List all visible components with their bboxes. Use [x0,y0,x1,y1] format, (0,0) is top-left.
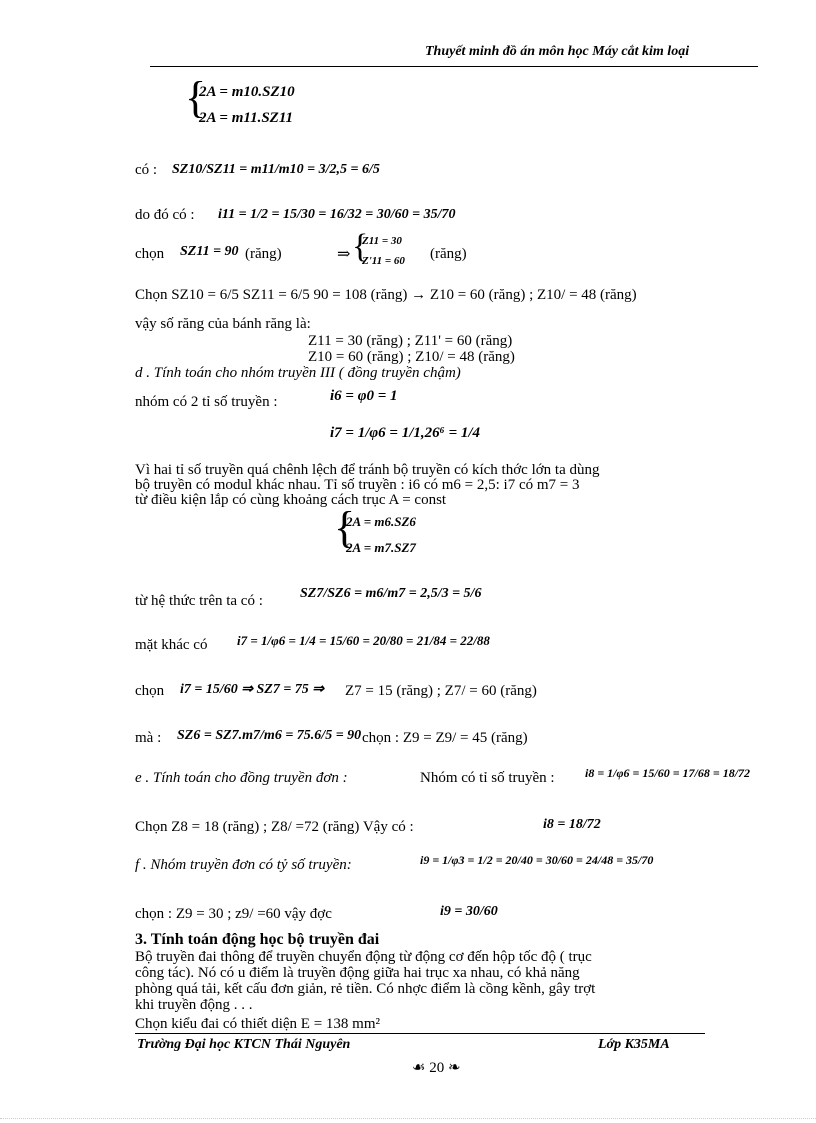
paragraph-1-line: từ điều kiện lắp có cùng khoảng cách trục A = const [135,492,447,508]
paragraph-2-line: khi truyền động . . . [135,997,253,1013]
paragraph-1-line: bộ truyền có modul khác nhau. Tỉ số truyền : i6 có m6 = 2,5: i7 có m7 = 3 [135,477,580,493]
section-e-title: e . Tính toán cho đồng truyền đơn : [135,770,348,786]
section-d-title: d . Tính toán cho nhóm truyền III ( đồng truyền chậm) [135,365,461,381]
line-tu-prefix: từ hệ thức trên ta có : [135,593,263,609]
line-chon1-expr: SZ11 = 90 [180,244,239,259]
paragraph-2-line: Bộ truyền đai thông để truyền chuyển động từ động cơ đến hộp tốc độ ( trục [135,949,592,965]
line-do-prefix: do đó có : [135,207,195,223]
line-chon4-expr: i8 = 18/72 [543,817,601,832]
line-ma-expr: SZ6 = SZ7.m7/m6 = 75.6/5 = 90 [177,728,362,743]
line-nhom-prefix: nhóm có 2 tỉ số truyền : [135,394,278,410]
paragraph-1-line: Vì hai tỉ số truyền quá chênh lệch để tránh bộ truyền có kích thớc lớn ta dùng [135,462,600,478]
line-mat-prefix: mặt khác có [135,637,208,653]
line-co-prefix: có : [135,162,158,178]
section-e-expr: i8 = 1/φ6 = 15/60 = 17/68 = 18/72 [585,766,751,780]
line-tu-expr: SZ7/SZ6 = m6/m7 = 2,5/3 = 5/6 [300,586,482,601]
page-number-block [412,1058,461,1077]
paragraph-2 [135,949,595,1013]
line-chon3-rest: Z7 = 15 (răng) ; Z7/ = 60 (răng) [345,683,537,699]
bottom-dotted-rule [0,1118,816,1119]
brace-symbol: { [185,73,207,122]
system1-eq2: 2A = m11.SZ11 [199,110,293,126]
paragraph-1 [135,463,600,508]
line-nhom-expr: i6 = φ0 = 1 [330,388,398,404]
line-ma-prefix: mà : [135,730,162,746]
section-f-expr: i9 = 1/φ3 = 1/2 = 20/40 = 30/60 = 24/48 = 35/70 [420,853,654,867]
system2-eq2: 2A = m7.SZ7 [346,540,416,555]
footer-rule [135,1033,705,1034]
line-do-expr: i11 = 1/2 = 15/30 = 16/32 = 30/60 = 35/70 [218,207,456,222]
paragraph-2-line: phòng quá tải, kết cấu đơn giản, rẻ tiền. Có nhợc điểm là cồng kềnh, gây trợt [135,981,596,997]
line-ma-rest: chọn : Z9 = Z9/ = 45 (răng) [362,730,528,746]
z11-value: Z11 = 30 [362,235,402,247]
line-i7: i7 = 1/φ6 = 1/1,26⁶ = 1/4 [330,425,481,441]
section-e-text: Nhóm có tỉ số truyền : [420,770,555,786]
brace-symbol-2: { [352,228,369,265]
page-ornament-left: ☙ [412,1060,426,1076]
line-chon4-text: Chọn Z8 = 18 (răng) ; Z8/ =72 (răng) Vậy có : [135,819,414,835]
footer-right: Lớp K35MA [598,1037,670,1052]
line-z2: Z10 = 60 (răng) ; Z10/ = 48 (răng) [308,349,515,365]
system1-eq1: 2A = m10.SZ10 [199,84,295,100]
header-title: Thuyết minh đồ án môn học Máy cắt kim loại [425,44,690,59]
line-chon2: Chọn SZ10 = 6/5 SZ11 = 6/5 90 = 108 (răng) → Z10 = 60 (răng) ; Z10/ = 48 (răng) [135,287,637,303]
line-chon5-text: chọn : Z9 = 30 ; z9/ =60 vậy đợc [135,906,332,922]
line-co-expr: SZ10/SZ11 = m11/m10 = 3/2,5 = 6/5 [172,162,380,177]
line-chon5-expr: i9 = 30/60 [440,904,498,919]
line-chon3-prefix: chọn [135,683,165,699]
z11p-value: Z'11 = 60 [362,255,405,267]
brace-symbol: { [334,503,356,552]
line-chon1-unit2: (răng) [430,246,467,262]
line-chon1-prefix: chọn [135,246,165,262]
line-z1: Z11 = 30 (răng) ; Z11' = 60 (răng) [308,333,513,349]
section-f-title: f . Nhóm truyền đơn có tỷ số truyền: [135,857,352,873]
header-rule [150,66,758,67]
page-ornament-right: ❧ [447,1060,461,1076]
line-chon1-unit1: (răng) [245,246,282,262]
line-mat-expr: i7 = 1/φ6 = 1/4 = 15/60 = 20/80 = 21/84 = 22/88 [237,633,490,648]
line-vay: vậy số răng của bánh răng là: [135,316,311,332]
paragraph-2-line: công tác). Nó có u điểm là truyền động giữa hai trục xa nhau, có khả năng [135,965,580,981]
page-number: 20 [429,1060,445,1076]
line-chon3-expr: i7 = 15/60 ⇒ SZ7 = 75 ⇒ [180,682,325,697]
implies-symbol: ⇒ [337,246,351,263]
line-last: Chọn kiểu đai có thiết diện E = 138 mm² [135,1016,381,1032]
footer-left: Trường Đại học KTCN Thái Nguyên [137,1037,351,1052]
system2-eq1: 2A = m6.SZ6 [346,514,416,529]
section-3-title: 3. Tính toán động học bộ truyền đai [135,931,380,948]
